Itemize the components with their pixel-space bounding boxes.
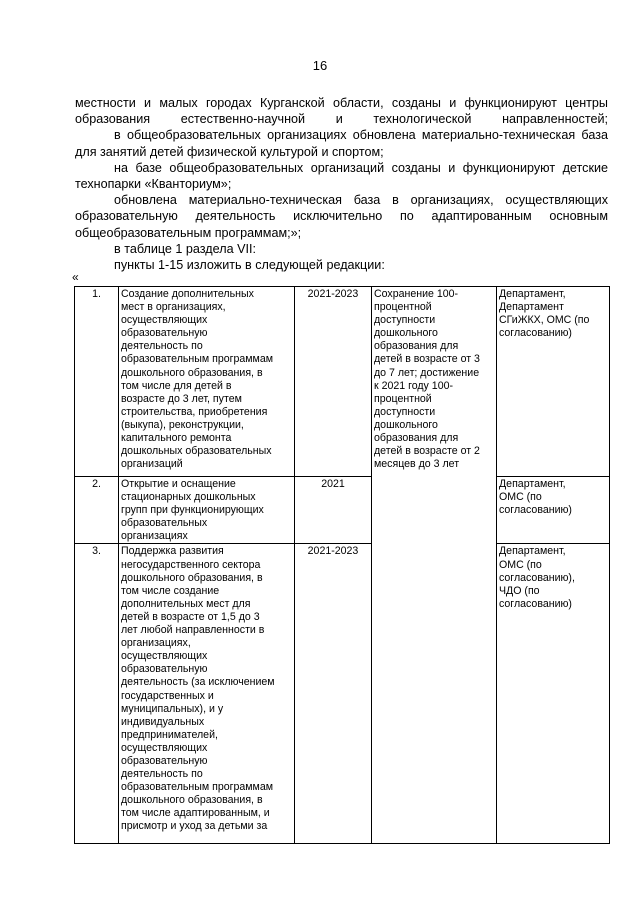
years-cell: 2021-2023	[295, 287, 372, 477]
activity-line: образовательную	[121, 327, 208, 340]
result-line: к 2021 году 100-	[374, 379, 454, 392]
table-row	[75, 287, 610, 477]
responsible-line: Департамент,	[499, 545, 566, 558]
activity-line: капитального ремонта	[121, 432, 232, 445]
activity-line: мест в организациях,	[121, 301, 226, 314]
activity-line: образовательную	[121, 754, 208, 767]
responsible-line: Департамент,	[499, 478, 566, 490]
activity-line: осуществляющих	[121, 314, 208, 327]
activity-line: том числе создание	[121, 584, 220, 597]
result-line: дошкольного	[374, 418, 438, 431]
activity-line: Открытие и оснащение	[121, 478, 236, 490]
activity-line: образовательным программам	[121, 353, 273, 366]
responsible-line: Департамент	[499, 301, 564, 314]
result-line: до 7 лет; достижение	[374, 366, 480, 379]
result-line: месяцев до 3 лет	[374, 458, 460, 471]
activity-line: Поддержка развития	[121, 545, 224, 558]
responsible-line: ЧДО (по	[499, 584, 540, 597]
activity-line: деятельность по	[121, 340, 203, 353]
row-number: 3.	[75, 544, 119, 844]
responsible-line: ОМС (по	[499, 558, 542, 571]
activity-line: индивидуальных	[121, 715, 205, 728]
responsible-line: согласованию)	[499, 597, 572, 610]
result-line: образования для	[374, 340, 459, 353]
activity-line: организациях,	[121, 637, 191, 650]
result-cell	[372, 287, 497, 844]
table-row	[75, 544, 610, 844]
activity-line: дошкольного образования, в	[121, 794, 263, 807]
result-line: доступности	[374, 405, 436, 418]
paragraph-table-ref: в таблице 1 раздела VII:	[114, 241, 256, 256]
paragraph-continuation: местности и малых городах Курганской области, созданы и функционируют центры образования естественно-научной и технологической направленностей;	[75, 96, 608, 127]
activity-line: дошкольных образовательных	[121, 445, 272, 458]
activity-line: (выкупа), реконструкции,	[121, 418, 244, 431]
activity-line: том числе адаптированным, и	[121, 807, 270, 820]
result-line: процентной	[374, 392, 432, 405]
measures-table	[74, 286, 610, 844]
activity-line: предпринимателей,	[121, 728, 218, 741]
activity-line: Создание дополнительных	[121, 288, 254, 300]
result-line: образования для	[374, 432, 459, 445]
responsible-cell	[497, 544, 610, 844]
result-line: детей в возрасте от 3	[374, 353, 480, 366]
result-line: дошкольного	[374, 327, 438, 340]
activity-line: групп при функционирующих	[121, 504, 264, 517]
activity-line: муниципальных), и у	[121, 702, 224, 715]
responsible-cell	[497, 287, 610, 477]
responsible-line: согласованию),	[499, 571, 575, 584]
quote-mark: «	[72, 270, 79, 284]
paragraph-items-edit: пункты 1-15 изложить в следующей редакции:	[114, 258, 385, 273]
row-number: 1.	[75, 287, 119, 477]
activity-line: стационарных дошкольных	[121, 491, 256, 504]
activity-line: дополнительных мест для	[121, 597, 251, 610]
activity-line: присмотр и уход за детьми за	[121, 820, 268, 833]
result-line: детей в возрасте от 2	[374, 445, 480, 458]
body-text	[75, 95, 608, 273]
activity-line: осуществляющих	[121, 650, 208, 663]
activity-line: негосударственного сектора	[121, 558, 261, 571]
responsible-line: согласованию)	[499, 327, 572, 340]
activity-line: дошкольного образования, в	[121, 571, 263, 584]
result-line: доступности	[374, 314, 436, 327]
activity-cell	[119, 477, 295, 544]
row-number: 2.	[75, 477, 119, 544]
activity-line: образовательным программам	[121, 781, 273, 794]
responsible-line: Департамент,	[499, 288, 566, 300]
page-number: 16	[312, 58, 328, 73]
activity-line: деятельность по	[121, 768, 203, 781]
activity-line: организациях	[121, 530, 188, 543]
activity-cell	[119, 287, 295, 477]
activity-line: детей в возрасте от 1,5 до 3	[121, 610, 260, 623]
activity-line: деятельность (за исключением	[121, 676, 275, 689]
paragraph-adapted-programs: обновлена материально-техническая база в организациях, осуществляющих образовательную деятельность исключительно по адаптированным основным общеобразовательным программам;»;	[75, 193, 608, 240]
result-line: Сохранение 100-	[374, 288, 459, 300]
activity-line: образовательную	[121, 663, 208, 676]
activity-line: дошкольного образования, в	[121, 366, 263, 379]
activity-line: осуществляющих	[121, 741, 208, 754]
activity-line: организаций	[121, 458, 183, 471]
table-row	[75, 477, 610, 544]
paragraph-kvantorium: на базе общеобразовательных организаций созданы и функционируют детские технопарки «Кванториум»;	[75, 160, 608, 192]
result-line: процентной	[374, 301, 432, 314]
responsible-line: СГиЖКХ, ОМС (по	[499, 314, 590, 327]
activity-line: строительства, приобретения	[121, 405, 268, 418]
paragraph-sports-base: в общеобразовательных организациях обновлена материально-техническая база для занятий детей физической культурой и спортом;	[75, 128, 608, 159]
years-cell: 2021	[295, 477, 372, 544]
years-cell: 2021-2023	[295, 544, 372, 844]
responsible-cell	[497, 477, 610, 544]
activity-line: лет любой направленности в	[121, 624, 265, 637]
activity-line: том числе для детей в	[121, 379, 232, 392]
activity-line: образовательных	[121, 517, 208, 530]
responsible-line: согласованию)	[499, 504, 572, 517]
activity-line: государственных и	[121, 689, 214, 702]
responsible-line: ОМС (по	[499, 491, 542, 504]
activity-cell	[119, 544, 295, 844]
activity-line: возрасте до 3 лет, путем	[121, 392, 242, 405]
